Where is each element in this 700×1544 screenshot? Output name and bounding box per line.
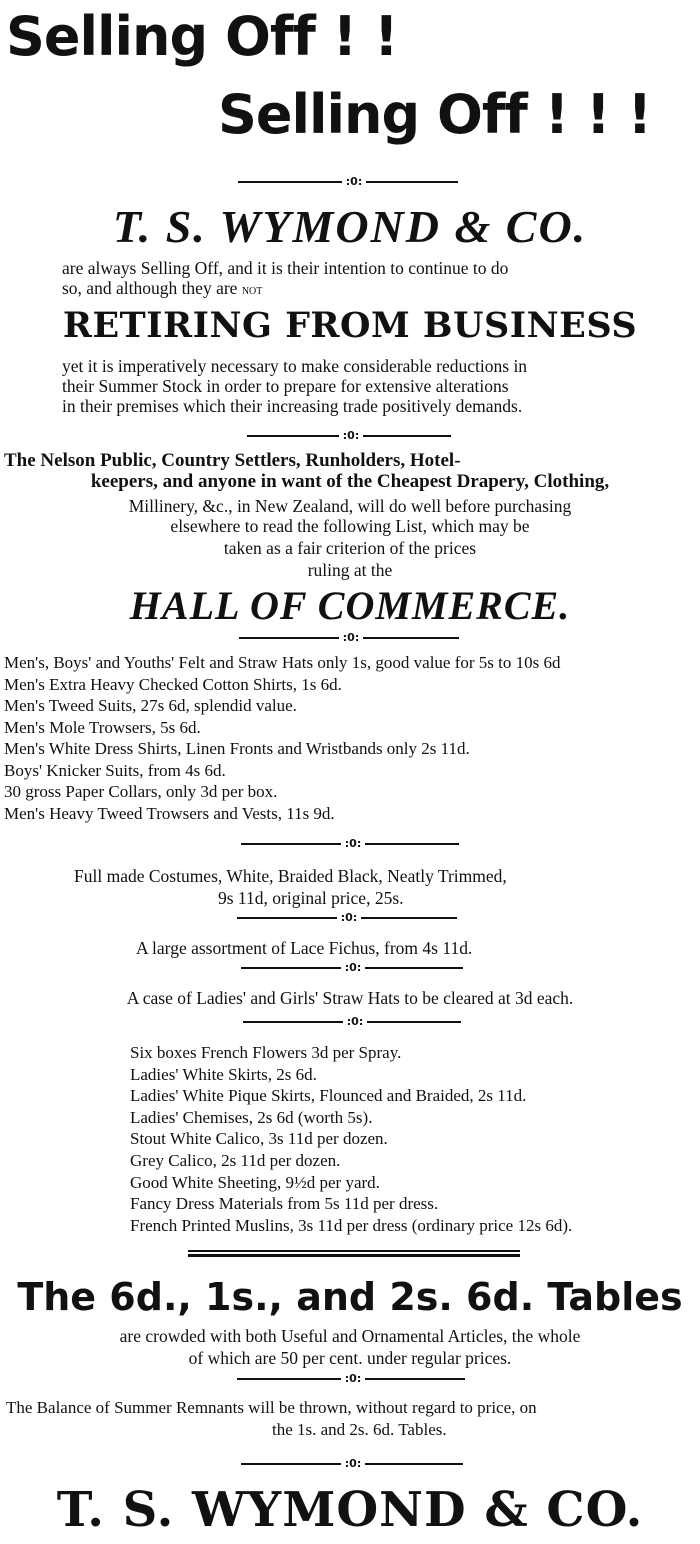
intro-not: not	[241, 283, 263, 298]
fichus-line: A large assortment of Lace Fichus, from 4s 11d.	[136, 938, 473, 958]
double-rule-bottom	[188, 1254, 520, 1257]
reason-line: in their premises which their increasing trade positively demands.	[62, 396, 523, 416]
firm-name-italic: T. S. WYMOND & CO.	[112, 201, 588, 252]
audience-line-5: taken as a fair criterion of the prices	[223, 538, 477, 558]
separator-rule	[241, 1463, 341, 1465]
list-item: Men's, Boys' and Youths' Felt and Straw Hats only 1s, good value for 5s to 10s 6d	[4, 653, 561, 672]
separator-mark: :0:	[346, 1015, 364, 1028]
intro-line-1: are always Selling Off, and it is their intention to continue to do	[62, 258, 509, 278]
separator-rule	[363, 637, 459, 639]
audience-line-2: keepers, and anyone in want of the Cheapest Drapery, Clothing,	[90, 471, 610, 492]
double-rule-top	[188, 1250, 520, 1252]
separator-rule	[241, 843, 341, 845]
separator-mark: :0:	[344, 961, 362, 974]
audience-line-1: The Nelson Public, Country Settlers, Runholders, Hotel-	[4, 450, 461, 471]
headline-selling-off-2: Selling Off ! ! !	[218, 83, 652, 146]
separator	[236, 1458, 468, 1470]
costumes-line-2: 9s 11d, original price, 25s.	[218, 888, 404, 908]
separator-mark: :0:	[344, 837, 362, 850]
intro-line-2	[62, 278, 508, 301]
double-rule	[188, 1250, 520, 1258]
separator-rule	[247, 435, 339, 437]
list-item: Men's Extra Heavy Checked Cotton Shirts, 1s 6d.	[4, 674, 342, 694]
separator-mark: :0:	[342, 429, 360, 442]
remnants-line-2: the 1s. and 2s. 6d. Tables.	[272, 1420, 447, 1439]
separator	[232, 912, 462, 924]
list-item: Fancy Dress Materials from 5s 11d per dress.	[130, 1194, 439, 1214]
separator-rule	[239, 637, 339, 639]
list-item: Ladies' White Pique Skirts, Flounced and Braided, 2s 11d.	[130, 1086, 527, 1106]
mens-price-list	[4, 652, 561, 824]
list-item: Stout White Calico, 3s 11d per dozen.	[130, 1129, 388, 1149]
separator-rule	[238, 181, 342, 183]
list-item: Ladies' White Skirts, 2s 6d.	[130, 1064, 317, 1084]
separator-mark: :0:	[340, 911, 358, 924]
separator-rule	[365, 843, 459, 845]
separator-mark: :0:	[342, 631, 360, 644]
separator	[236, 838, 464, 850]
separator-rule	[367, 1021, 461, 1023]
separator-rule	[237, 1378, 341, 1380]
intro-line-2-start: so, and although they are	[62, 278, 238, 298]
separator-rule	[241, 967, 341, 969]
audience-line-4: elsewhere to read the following List, which may be	[170, 516, 530, 536]
reason-paragraph	[62, 356, 527, 416]
list-item: Six boxes French Flowers 3d per Spray.	[130, 1043, 402, 1062]
list-item: Men's Tweed Suits, 27s 6d, splendid value.	[4, 696, 297, 715]
costumes-line-1: Full made Costumes, White, Braided Black, Neatly Trimmed,	[74, 866, 507, 886]
audience-line-6: ruling at the	[307, 560, 393, 580]
separator-rule	[361, 917, 457, 919]
separator-mark: :0:	[345, 175, 363, 188]
list-item: 30 gross Paper Collars, only 3d per box.	[4, 782, 278, 801]
separator	[234, 632, 464, 644]
separator-rule	[366, 181, 458, 183]
footer-firm-name: T. S. WYMOND & CO.	[56, 1482, 644, 1538]
separator	[232, 1373, 470, 1385]
list-item: Men's White Dress Shirts, Linen Fronts and Wristbands only 2s 11d.	[4, 739, 470, 758]
separator-mark: :0:	[344, 1457, 362, 1470]
audience-line-3: Millinery, &c., in New Zealand, will do well before purchasing	[128, 496, 572, 516]
retiring-heading: RETIRING FROM BUSINESS	[62, 305, 638, 346]
separator-rule	[363, 435, 451, 437]
straw-hats-line: A case of Ladies' and Girls' Straw Hats to be cleared at 3d each.	[126, 988, 574, 1008]
list-item: Men's Mole Trowsers, 5s 6d.	[4, 717, 201, 737]
separator-rule	[237, 917, 337, 919]
reason-line: their Summer Stock in order to prepare for extensive alterations	[62, 376, 509, 396]
tables-text-line-2: of which are 50 per cent. under regular prices.	[188, 1348, 512, 1368]
list-item: Ladies' Chemises, 2s 6d (worth 5s).	[130, 1107, 373, 1127]
separator-rule	[365, 1378, 465, 1380]
headline-selling-off-1: Selling Off ! !	[6, 5, 398, 68]
separator	[232, 176, 464, 188]
remnants-line-1: The Balance of Summer Remnants will be thrown, without regard to price, on	[6, 1398, 537, 1417]
tables-text-line-1: are crowded with both Useful and Ornamental Articles, the whole	[119, 1326, 581, 1346]
list-item: Grey Calico, 2s 11d per dozen.	[130, 1150, 341, 1170]
reason-line: yet it is imperatively necessary to make considerable reductions in	[62, 356, 528, 376]
list-item: Men's Heavy Tweed Trowsers and Vests, 11s 9d.	[4, 803, 335, 823]
list-item: Good White Sheeting, 9½d per yard.	[130, 1172, 380, 1192]
separator	[238, 430, 460, 442]
separator-rule	[243, 1021, 343, 1023]
separator-mark: :0:	[344, 1372, 362, 1385]
list-item: Boys' Knicker Suits, from 4s 6d.	[4, 760, 226, 780]
list-item: French Printed Muslins, 3s 11d per dress (ordinary price 12s 6d).	[130, 1215, 573, 1235]
separator	[238, 1016, 466, 1028]
intro-paragraph	[62, 258, 508, 301]
separator-rule	[365, 1463, 463, 1465]
separator	[236, 962, 468, 974]
ladies-price-list	[130, 1042, 572, 1236]
tables-heading: The 6d., 1s., and 2s. 6d. Tables	[17, 1275, 683, 1319]
separator-rule	[365, 967, 463, 969]
hall-of-commerce-heading: HALL OF COMMERCE.	[129, 583, 571, 628]
